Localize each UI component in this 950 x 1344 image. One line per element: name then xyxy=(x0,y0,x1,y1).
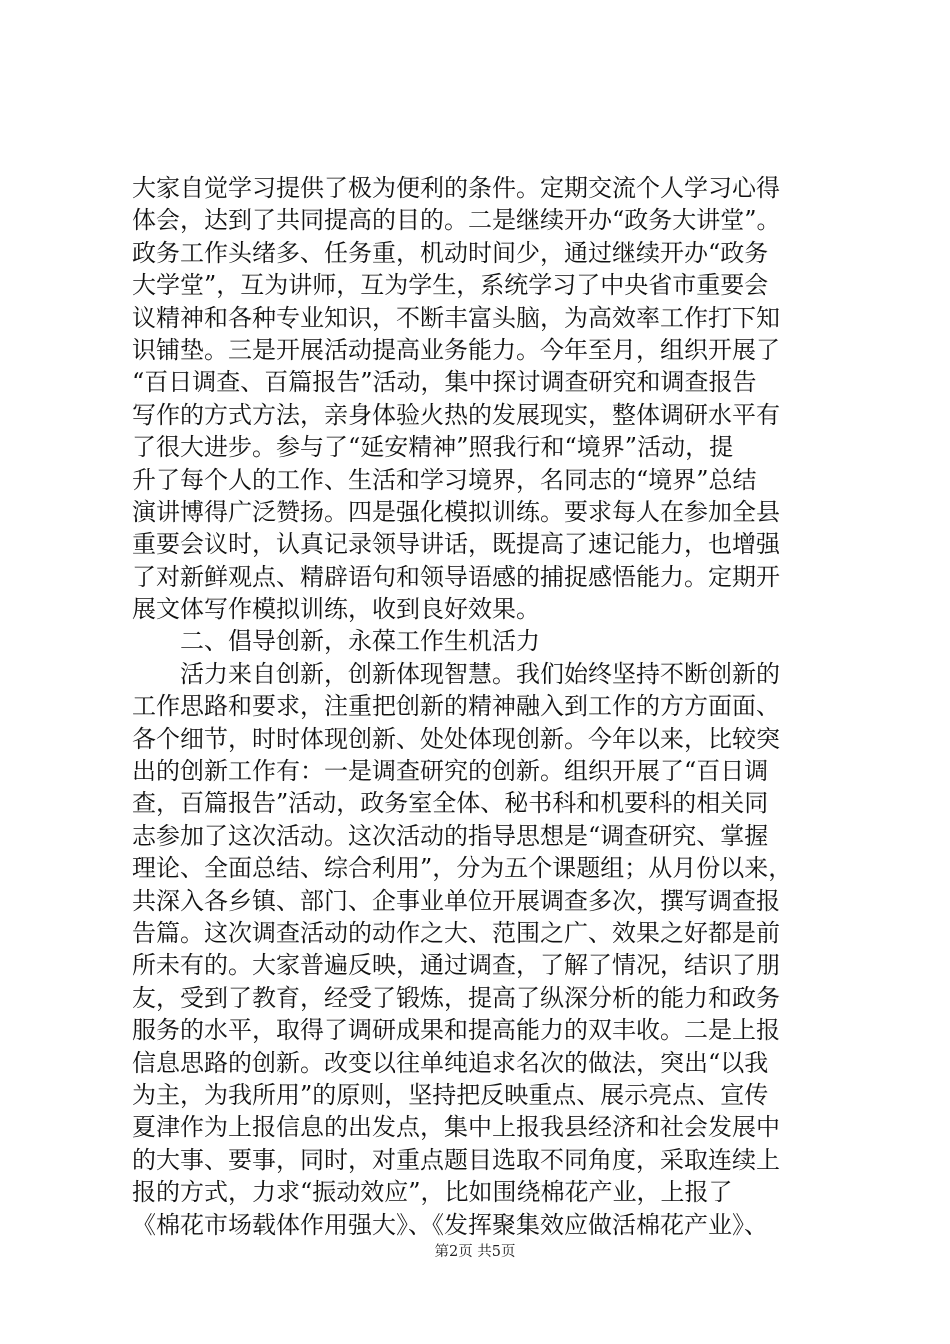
text-line: “百日调查、百篇报告”活动，集中探讨调查研究和调查报告 xyxy=(132,368,757,397)
text-line: 信息思路的创新。改变以往单纯追求名次的做法，突出“以我 xyxy=(132,1048,769,1077)
text-line: 志参加了这次活动。这次活动的指导思想是“调查研究、掌握 xyxy=(132,821,769,850)
text-line: 告篇。这次调查活动的动作之大、范围之广、效果之好都是前 xyxy=(132,918,780,947)
text-line: 的大事、要事，同时，对重点题目选取不同角度，采取连续上 xyxy=(132,1145,780,1174)
text-line: 友，受到了教育，经受了锻炼，提高了纵深分析的能力和政务 xyxy=(132,983,780,1012)
text-line: 重要会议时，认真记录领导讲话，既提高了速记能力，也增强 xyxy=(132,530,780,559)
section-heading: 二、倡导创新，永葆工作生机活力 xyxy=(132,627,540,656)
text-line: 所未有的。大家普遍反映，通过调查，了解了情况，结识了朋 xyxy=(132,951,780,980)
text-line: 体会，达到了共同提高的目的。二是继续开办“政务大讲堂”。 xyxy=(132,206,781,235)
text-line: 了对新鲜观点、精辟语句和领导语感的捕捉感悟能力。定期开 xyxy=(132,562,780,591)
text-line: 政务工作头绪多、任务重，机动时间少，通过继续开办“政务 xyxy=(132,238,769,267)
text-line: 服务的水平，取得了调研成果和提高能力的双丰收。二是上报 xyxy=(132,1016,780,1045)
document-body xyxy=(132,172,852,1241)
text-line: 大学堂”，互为讲师，互为学生，系统学习了中央省市重要会 xyxy=(132,271,769,300)
text-line: 查，百篇报告”活动，政务室全体、秘书科和机要科的相关同 xyxy=(132,789,769,818)
text-line: 共深入各乡镇、部门、企事业单位开展调查多次，撰写调查报 xyxy=(132,886,780,915)
text-line: 活力来自创新，创新体现智慧。我们始终坚持不断创新的 xyxy=(132,659,780,688)
text-line: 报的方式，力求“振动效应”，比如围绕棉花产业，上报了 xyxy=(132,1178,733,1207)
text-line: 《棉花市场载体作用强大》、《发挥聚集效应做活棉花产业》、 xyxy=(132,1210,768,1239)
text-line: 识铺垫。三是开展活动提高业务能力。今年至月，组织开展了 xyxy=(132,335,780,364)
text-line: 展文体写作模拟训练，收到良好效果。 xyxy=(132,595,540,624)
text-line: 写作的方式方法，亲身体验火热的发展现实，整体调研水平有 xyxy=(132,400,780,429)
text-line: 大家自觉学习提供了极为便利的条件。定期交流个人学习心得 xyxy=(132,174,780,202)
text-line: 升了每个人的工作、生活和学习境界，名同志的“境界”总结 xyxy=(132,465,757,494)
text-line: 演讲博得广泛赞扬。四是强化模拟训练。要求每人在参加全县 xyxy=(132,497,780,526)
text-line: 理论、全面总结、综合利用”，分为五个课题组；从月份以来， xyxy=(132,854,793,883)
page-number-footer: 第2页 共5页 xyxy=(434,1244,516,1260)
text-line: 夏津作为上报信息的出发点，集中上报我县经济和社会发展中 xyxy=(132,1113,780,1142)
text-line: 工作思路和要求，注重把创新的精神融入到工作的方方面面、 xyxy=(132,692,780,721)
text-line: 出的创新工作有：一是调查研究的创新。组织开展了“百日调 xyxy=(132,757,769,786)
text-line: 各个细节，时时体现创新、处处体现创新。今年以来，比较突 xyxy=(132,724,780,753)
text-line: 了很大进步。参与了“延安精神”照我行和“境界”活动，提 xyxy=(132,433,734,462)
text-line: 议精神和各种专业知识，不断丰富头脑，为高效率工作打下知 xyxy=(132,303,780,332)
text-line: 为主，为我所用”的原则，坚持把反映重点、展示亮点、宣传 xyxy=(132,1080,769,1109)
